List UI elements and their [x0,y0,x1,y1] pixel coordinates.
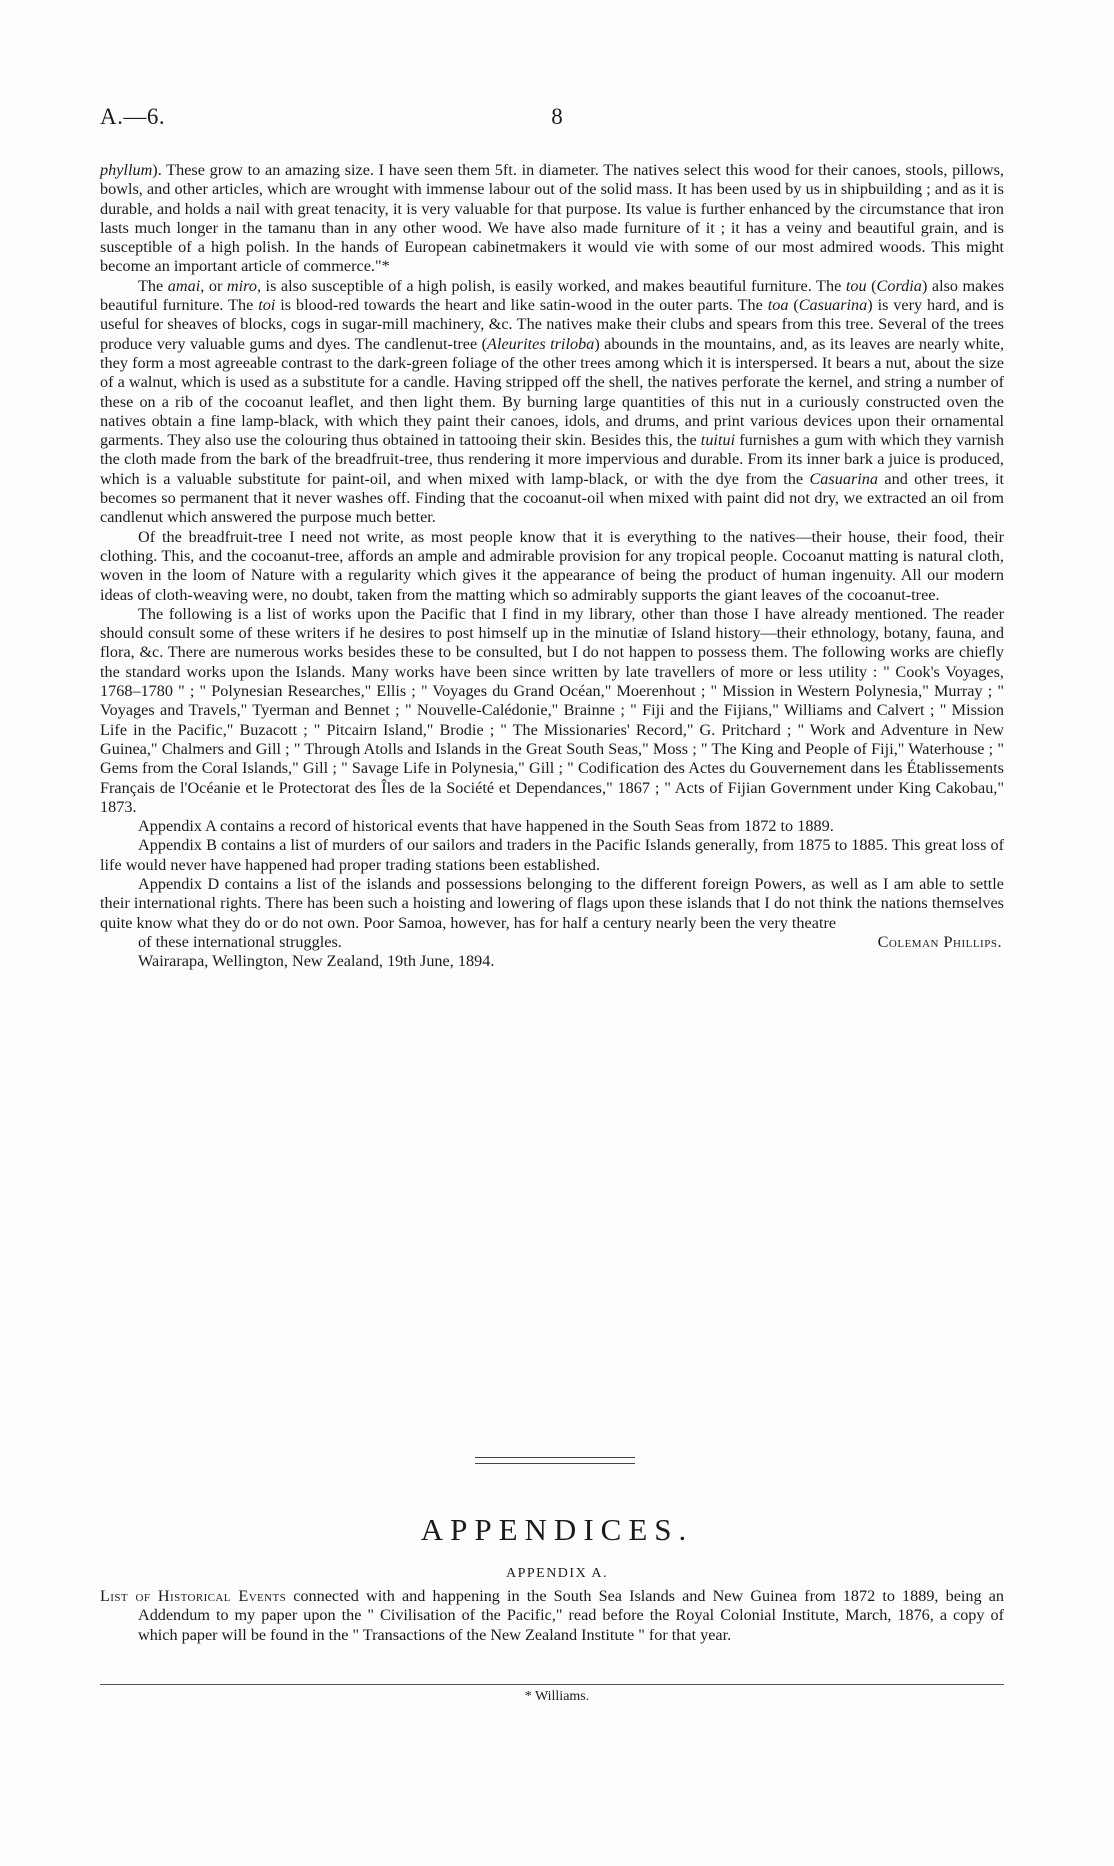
footnote-rule [100,1684,1004,1685]
body-text [100,161,1004,971]
appendix-a-text: connected with and happening in the South Sea Islands and New Guinea from 1872 to 1889, being an Addendum to my paper upon the " Civilisation of the Pacific," read before the Royal Colonial Institute, March, 1876, a copy of which paper will be found in the " Transactions of the New Zealand Institute " for that year. [138,1587,1004,1644]
appendix-a-description [100,1587,1004,1645]
text-run: , is also susceptible of a high polish, is easily worked, and makes beautiful furniture. The [256,276,846,295]
italic-term: toa [767,296,789,315]
text-run: furnishes a gum with which they varnish the cloth made from the bark of the breadfruit-tree, thus rendering it more impervious and durable. From its inner bark a juice is produced, which is a valuable substitute for paint-oil, and when mixed with lamp-black, or with the dye from the [100,431,1004,488]
section-divider [475,1457,635,1464]
italic-term: miro [226,276,257,295]
author-signature: Coleman Phillips. [877,932,1002,951]
paragraph-works-list: The following is a list of works upon the Pacific that I find in my library, other than those I have already mentioned. The reader should consult some of these writers if he desires to post himself up in the minutiæ of Island history—their ethnology, botany, fauna, and flora, &c. There are numerous works besides these to be consulted, but I do not happen to possess them. The following works are chiefly the standard works upon the Islands. Many works have been since written by late travellers of more or less utility : " Cook's Voyages, 1768–1780 " ; " Polynesian Researches," Ellis ; " Voyages du Grand Océan," Moerenhout ; " Mission in Western Polynesia," Murray ; " Voyages and Travels," Tyerman and Bennet ; " Nouvelle-Calédonie," Brainne ; " Fiji and the Fijians," Williams and Calvert ; " Mission Life in the Pacific," Buzacott ; " Pitcairn Island," Brodie ; " The Missionaries' Record," G. Pritchard ; " Work and Adventure in New Guinea," Chalmers and Gill ; " Through Atolls and Islands in the Great South Seas," Moss ; " The King and People of Fiji," Waterhouse ; " Gems from the Coral Islands," Gill ; " Savage Life in Polynesia," Gill ; " Codification des Actes du Gouvernement dans les Établissements Français de l'Océanie et le Protectorat des Îles de la Société et Dependances," 1867 ; " Acts of Fijian Government under King Cakobau," 1873. [100,604,1004,816]
paragraph-appendix-d: Appendix D contains a list of the islands and possessions belonging to the different foreign Powers, as well as I am able to settle their international rights. There has been such a hoisting and lowering of flags upon these islands that I do not think the nations themselves quite know what they do or do not own. Poor Samoa, however, has for half a century nearly been the very theatre [100,874,1004,932]
text-run: ( [866,276,877,295]
paragraph-breadfruit: Of the breadfruit-tree I need not write, as most people know that it is everything to the natives—their house, their food, their clothing. This, and the cocoanut-tree, affords an ample and admirable provision for any tropical people. Cocoanut matting is natural cloth, woven in the loom of Nature with a regularity which gives it the appearance of being the product of human ingenuity. All our modern ideas of cloth-weaving were, no doubt, taken from the matting which so admirably supports the giant leaves of the cocoanut-tree. [100,527,1004,604]
text-run: ) abounds in the mountains, and, as its leaves are nearly white, they form a most agreeable contrast to the dark-green foliage of the other trees among which it is interspersed. It bears a nut, about the size of a walnut, which is used as a substitute for a candle. Having stripped off the shell, the natives perforate the kernel, and string a number of these on a rib of the cocoanut leaflet, and then light them. By burning large quantities of this nut in a curiously constructed oven the natives obtain a fine lamp-black, with which they paint their canoes, idols, and drums, and print various devices upon their ornamental garments. They also use the colouring thus obtained in tattooing their skin. Besides this, the [100,334,1005,450]
paragraph-trees [100,277,1004,528]
italic-term: Aleurites triloba [487,334,595,353]
paragraph-tamanu [100,161,1004,277]
footnote: * Williams. [524,1689,590,1704]
italic-term: toi [258,296,276,315]
italic-term: tuitui [700,431,736,450]
text-run: ( [788,296,799,315]
appendix-a-heading: APPENDIX A. [505,1566,609,1581]
text-run: and other trees, it becomes so permanent that it never washes off. Finding that the cocoanut-oil when mixed with paint did not dry, we extracted an oil from candlenut which answered the purpose much better. [100,469,1004,527]
italic-term: tou [845,276,867,295]
text-run: is blood-red towards the heart and like satin-wood in the outer parts. The [275,296,768,315]
appendices-heading: APPENDICES. [420,1512,694,1547]
text-run: ). These grow to an amazing size. I have seen them 5ft. in diameter. The natives select this wood for their canoes, stools, pillows, bowls, and other articles, which are wrought with immense labour out of the solid mass. It has been used by us in shipbuilding ; and as it is durable, and holds a nail with great tenacity, it is very valuable for that purpose. Its value is further enhanced by the circumstance that iron lasts much longer in the tamanu than in any other wood. We have also made furniture of it ; it has a veiny and beautiful grain, and is susceptible of a high polish. In the hands of European cabinetmakers it would vie with some of our most admired woods. This might become an important article of commerce."* [100,161,1004,276]
paragraph-appendix-d-end: of these international struggles. [138,932,342,951]
italic-term: phyllum [100,161,153,179]
appendix-a-lead: List of Historical Events [100,1587,287,1605]
italic-term: Casuarina [798,296,868,315]
text-run: ) is very hard, and is useful for sheaves of blocks, cogs in sugar-mill machinery, &c. The natives make their clubs and spears from this tree. Several of the trees produce very valuable gums and dyes. The candlenut-tree ( [100,296,1004,353]
text-run: ) also makes beautiful furniture. The [100,276,1005,315]
place-date: Wairarapa, Wellington, New Zealand, 19th June, 1894. [138,952,495,971]
page-number: 8 [551,104,563,129]
paragraph-appendix-b: Appendix B contains a list of murders of our sailors and traders in the Pacific Islands generally, from 1875 to 1885. This great loss of life would never have happened had proper trading stations been established. [100,836,1004,874]
italic-term: Casuarina [809,469,879,488]
signature-line [100,933,1004,952]
text-run: , or [200,276,227,295]
italic-term: Cordia [876,276,922,295]
page-header [100,104,1014,134]
paragraph-appendix-a: Appendix A contains a record of historical events that have happened in the South Seas from 1872 to 1889. [138,817,834,836]
appendix-a-intro [100,1587,1004,1645]
text-run: The [138,276,168,295]
document-reference: A.—6. [100,104,166,129]
italic-term: amai [167,276,201,295]
